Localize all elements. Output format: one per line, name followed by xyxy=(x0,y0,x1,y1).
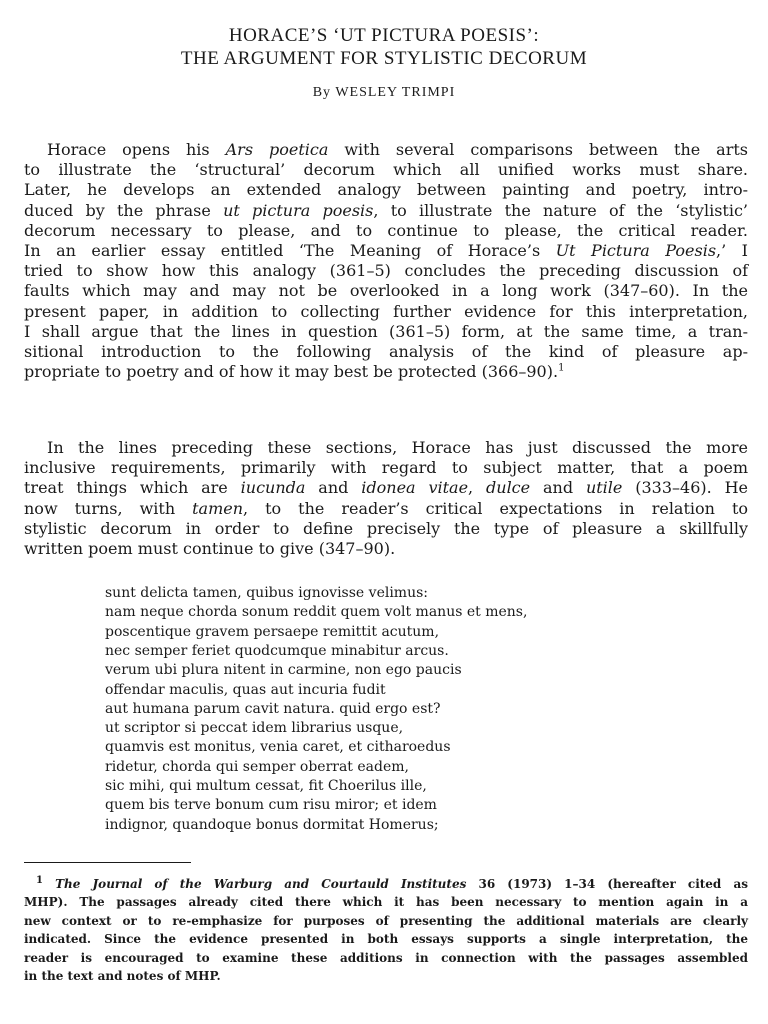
paragraph-1-line: present paper, in addition to collecting further evidence for this interpretation, xyxy=(24,301,748,321)
italic-text: utile xyxy=(585,478,623,498)
footnote-line: $^1$ The Journal of the Warburg and Courtauld Institutes 36 (1973) 1–34 (hereafter cited as xyxy=(36,875,748,891)
verse-line: indignor, quandoque bonus dormitat Homerus; xyxy=(105,816,439,833)
paragraph-1-line: decorum necessary to please, and to continue to please, the critical reader. xyxy=(24,220,748,240)
article-title-line-2: THE ARGUMENT FOR STYLISTIC DECORUM xyxy=(180,48,588,69)
paragraph-1-line: I shall argue that the lines in question (361–5) form, at the same time, a tran- xyxy=(24,321,748,341)
paragraph-1-line: to illustrate the ‘structural’ decorum which all unified works must share. xyxy=(24,160,748,180)
paragraph-2-line: treat things which are iucunda and idonea vitae, dulce and utile (333–46). He xyxy=(24,478,749,498)
article-title-line-1: HORACE’S ‘UT PICTURA POESIS’: xyxy=(228,25,540,46)
paragraph-1-line: Later, he develops an extended analogy between painting and poetry, intro- xyxy=(24,180,748,200)
italic-text: ut pictura poesis xyxy=(223,200,374,220)
footnote-line: in the text and notes of MHP. xyxy=(24,969,221,983)
paragraph-1-line: propriate to poetry and of how it may best be protected (366–90).$^1$ xyxy=(24,362,565,382)
footnote-rule xyxy=(24,862,191,863)
italic-text: Ars poetica xyxy=(225,140,329,159)
paragraph-1-line: In an earlier essay entitled ‘The Meaning of Horace’s Ut Pictura Poesis,’ I xyxy=(24,241,749,260)
paragraph-1-line: sitional introduction to the following analysis of the kind of pleasure ap- xyxy=(24,342,748,361)
italic-text: idonea vitae xyxy=(361,478,469,498)
verse-line: quem bis terve bonum cum risu miror; et idem xyxy=(105,797,437,814)
paragraph-1-line: duced by the phrase ut pictura poesis, to illustrate the nature of the ‘stylistic’ xyxy=(24,200,749,220)
paragraph-2-line: stylistic decorum in order to define precisely the type of pleasure a skillfully xyxy=(24,518,748,538)
paragraph-2-line: now turns, with tamen, to the reader’s critical expectations in relation to xyxy=(24,498,749,518)
verse-line: quamvis est monitus, venia caret, et citharoedus xyxy=(105,739,451,756)
footnote-line: indicated. Since the evidence presented in both essays supports a single interpretation, the xyxy=(24,932,748,947)
paragraph-1-line: tried to show how this analogy (361–5) concludes the preceding discussion of xyxy=(24,261,748,281)
verse-line: sic mihi, qui multum cessat, fit Choerilus ille, xyxy=(105,778,427,794)
paragraph-2-line: In the lines preceding these sections, Horace has just discussed the more xyxy=(47,438,748,457)
byline xyxy=(0,85,768,101)
verse-line: nec semper feriet quodcumque minabitur arcus. xyxy=(105,642,449,659)
verse-line: ridetur, chorda qui semper oberrat eadem, xyxy=(105,758,409,775)
italic-text: iucunda xyxy=(240,478,306,498)
verse-line: sunt delicta tamen, quibus ignovisse velimus: xyxy=(105,585,428,601)
italic-text: Ut Pictura Poesis xyxy=(555,241,717,260)
footnote-marker: 1 xyxy=(558,362,565,374)
paragraph-2-line: written poem must continue to give (347–90). xyxy=(24,539,396,558)
footnote-line: MHP). The passages already cited there which it has been necessary to mention again in a xyxy=(24,895,748,910)
author-name: WESLEY TRIMPI xyxy=(335,85,456,100)
paragraph-2-line: inclusive requirements, primarily with regard to subject matter, that a poem xyxy=(24,458,748,478)
verse-line: ut scriptor si peccat idem librarius usque, xyxy=(105,720,404,737)
italic-text: The Journal of the Warburg and Courtauld Institutes xyxy=(55,877,467,891)
verse-line: offendar maculis, quas aut incuria fudit xyxy=(105,681,386,698)
verse-line: aut humana parum cavit natura. quid ergo est? xyxy=(105,700,441,717)
italic-text: dulce xyxy=(486,478,531,498)
italic-text: tamen xyxy=(192,498,244,518)
footnote-marker: 1 xyxy=(36,875,43,886)
paragraph-1-line: Horace opens his Ars poetica with several comparisons between the arts xyxy=(47,140,749,159)
footnote-line: new context or to re-emphasize for purposes of presenting the additional materials are clearly xyxy=(24,913,748,928)
verse-line: nam neque chorda sonum reddit quem volt manus et mens, xyxy=(105,604,528,621)
paragraph-1-line: faults which may and may not be overlooked in a long work (347–60). In the xyxy=(24,281,748,301)
verse-line: poscentique gravem persaepe remittit acutum, xyxy=(105,623,440,640)
byline-prefix: By xyxy=(312,85,332,100)
verse-line: verum ubi plura nitent in carmine, non ego paucis xyxy=(105,662,462,679)
footnote-line: reader is encouraged to examine these additions in connection with the passages assembled xyxy=(24,950,748,965)
